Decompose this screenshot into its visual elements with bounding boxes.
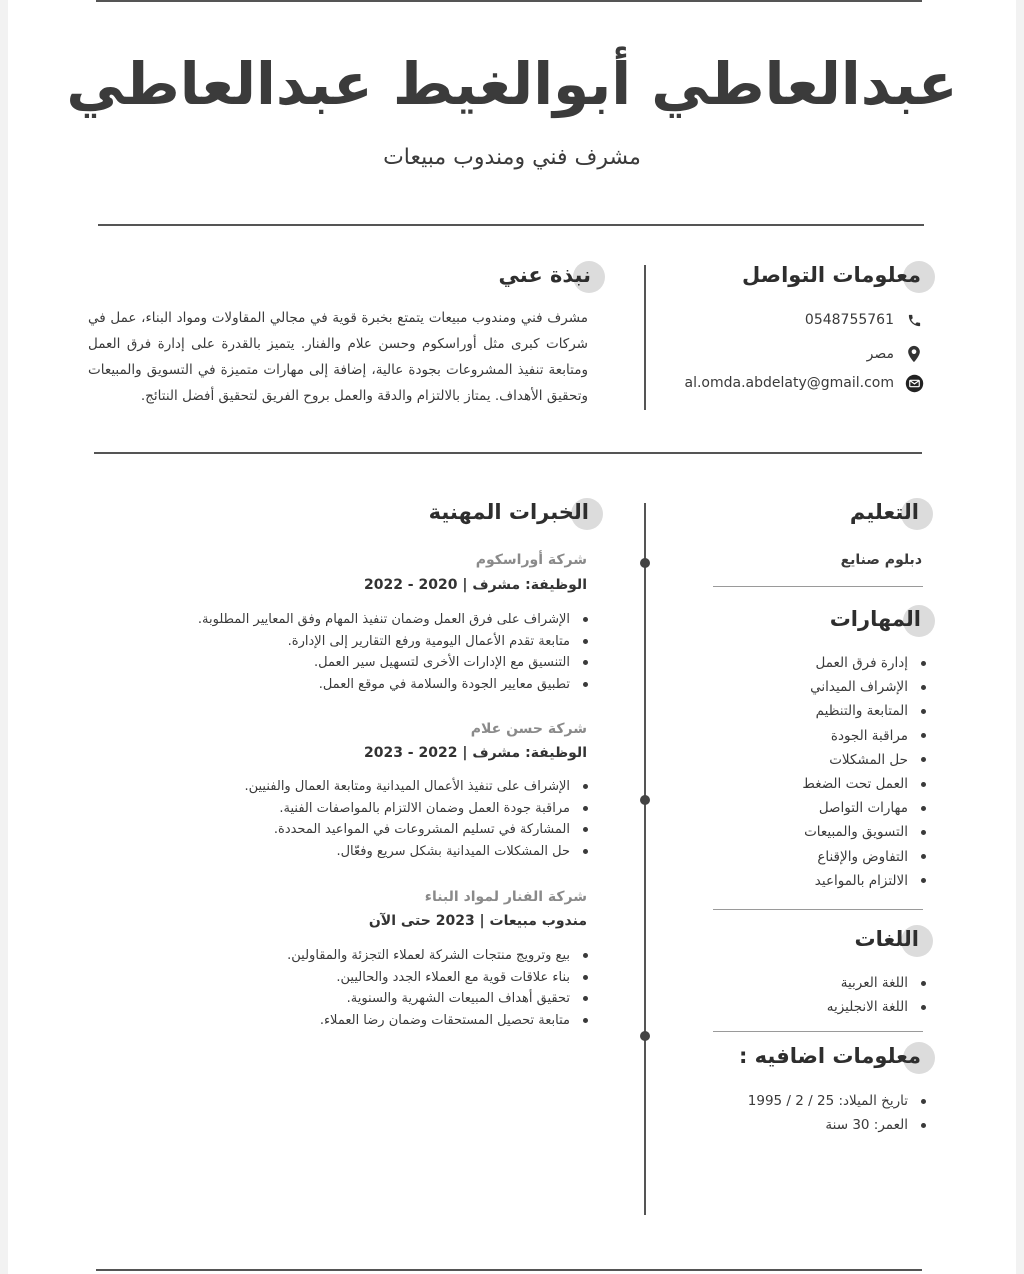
job-company: شركة الفنار لمواد البناء [424,889,587,905]
job-duties-list [287,945,592,1031]
skills-list [802,651,930,893]
extra-info-heading: معلومات اضافيه : [739,1044,921,1068]
languages-list [827,971,930,1019]
job-duties-list [244,776,592,862]
location-pin-icon [904,344,924,364]
list-item: مراقبة جودة العمل وضمان الالتزام بالمواصفات الفنية. [244,798,592,820]
education-heading: التعليم [850,500,919,524]
education-divider [713,586,923,587]
phone-number: 0548755761 [804,312,894,328]
skills-divider [713,909,923,910]
list-item: العمر: 30 سنة [748,1113,930,1137]
list-item: اللغة العربية [827,971,930,995]
about-heading: نبذة عني [499,263,591,287]
list-item: تطبيق معايير الجودة والسلامة في موقع العمل. [198,674,592,696]
contact-email[interactable] [685,371,924,395]
list-item: المشاركة في تسليم المشروعات في المواعيد المحددة. [244,819,592,841]
contact-location [867,342,924,366]
email-icon [904,373,924,393]
list-item: التنسيق مع الإدارات الأخرى لتسهيل سير العمل. [198,652,592,674]
job-duties-list [198,609,592,695]
list-item: المتابعة والتنظيم [802,699,930,723]
bottom-rule [96,1269,922,1271]
contact-phone[interactable] [805,308,924,332]
list-item: الالتزام بالمواعيد [802,869,930,893]
languages-heading: اللغات [855,927,920,951]
job-company: شركة حسن علام [470,721,587,737]
person-name: عبدالعاطي أبوالغيط عبدالعاطي [66,50,958,118]
list-item: العمل تحت الضغط [802,772,930,796]
top-column-divider [644,265,646,410]
phone-icon [904,310,924,330]
list-item: بيع وترويج منتجات الشركة لعملاء التجزئة والمقاولين. [287,945,592,967]
list-item: متابعة تقدم الأعمال اليومية ورفع التقارير إلى الإدارة. [198,631,592,653]
list-item: الإشراف الميداني [802,675,930,699]
top-rule [96,0,922,2]
list-item: متابعة تحصيل المستحقات وضمان رضا العملاء. [287,1010,592,1032]
job-company: شركة أوراسكوم [475,552,587,568]
timeline-dot [640,795,650,805]
list-item: بناء علاقات قوية مع العملاء الجدد والحاليين. [287,967,592,989]
education-degree: دبلوم صنايع [840,552,922,568]
timeline-dot [640,558,650,568]
list-item: مراقبة الجودة [802,724,930,748]
timeline-line [644,503,646,1215]
job-role: الوظيفة: مشرف | 2020 - 2022 [363,577,587,593]
list-item: التسويق والمبيعات [802,820,930,844]
experience-heading: الخبرات المهنية [429,500,589,524]
job-role: الوظيفة: مشرف | 2022 - 2023 [363,745,587,761]
list-item: إدارة فرق العمل [802,651,930,675]
list-item: مهارات التواصل [802,796,930,820]
timeline-dot [640,1031,650,1041]
skills-heading: المهارات [830,607,921,631]
list-item: تاريخ الميلاد: 25 / 2 / 1995 [748,1089,930,1113]
list-item: تحقيق أهداف المبيعات الشهرية والسنوية. [287,988,592,1010]
list-item: حل المشكلات الميدانية بشكل سريع وفعّال. [244,841,592,863]
list-item: حل المشكلات [802,748,930,772]
list-item: التفاوض والإقناع [802,845,930,869]
extra-info-list [748,1089,930,1137]
header-divider [98,224,924,226]
job-role: مندوب مبيعات | 2023 حتى الآن [368,913,587,929]
list-item: الإشراف على فرق العمل وضمان تنفيذ المهام وفق المعايير المطلوبة. [198,609,592,631]
list-item: اللغة الانجليزيه [827,995,930,1019]
email-address: al.omda.abdelaty@gmail.com [684,375,894,391]
list-item: الإشراف على تنفيذ الأعمال الميدانية ومتابعة العمال والفنيين. [244,776,592,798]
languages-divider [713,1031,923,1032]
location-text: مصر [866,346,894,362]
job-title: مشرف فني ومندوب مبيعات [383,145,641,170]
about-text: مشرف فني ومندوب مبيعات يتمتع بخبرة قوية في مجالي المقاولات ومواد البناء، عمل في شركات كبرى مثل أوراسكوم وحسن علام والفنار. يتميز بالقدرة على إدارة فرق العمل ومتابعة تنفيذ المشروعات بجودة عالية، إضافة إلى مهارات متميزة في التسويق والمبيعات وتحقيق الأهداف. يمتاز بالالتزام والدقة والعمل بروح الفريق لتحقيق أفضل النتائج. [88,310,588,404]
section-divider [94,452,922,454]
contact-heading: معلومات التواصل [742,263,921,287]
